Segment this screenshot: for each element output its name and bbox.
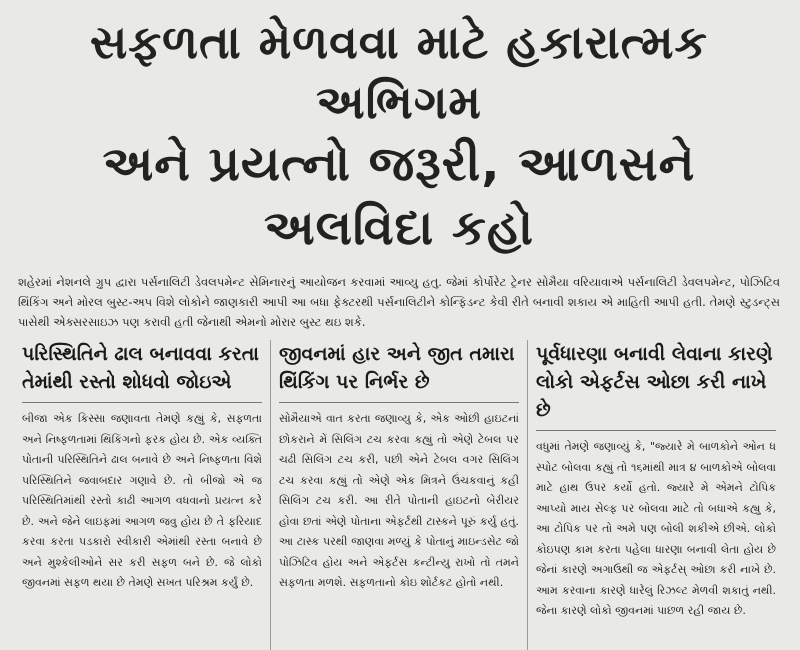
column-2 [270,340,527,650]
column-1-body: બીજા એક કિસ્સા જણાવતા તેમણે કહ્યું કે, સફળતા અને નિષ્ફળતામાં થિંકિંગનો ફરક હોય છે. એક વ્યક્તિ પોતાની પરિસ્થિતિને ઢાલ બનાવે છે અને નિષ્ફળતા વિશે પરિસ્થિતિને જવાબદાર ગણાવે છે. તો બીજો એ જ પરિસ્થિતિમાંથી રસ્તો કાઢી આગળ વધવાનો પ્રયત્ન કરે છે. અને જેને લાઇફમાં આગળ જવુ હોય છે તે ફરિયાદ કરવા કરતા પડકારો સ્વીકારી એમાંથી રસ્તા બનાવે છે અને મુશ્કેલીઓને સર કરી સફળ બને છે. જે લોકો જીવનમાં સફળ થયા છે તેમણે સખત પરિશ્રમ કર્યું છે. [22,412,262,589]
article-columns [14,340,784,650]
column-1-heading: પરિસ્થિતિને ઢાલ બનાવવા કરતા તેમાંથી રસ્તો શોધવો જોઇએ [22,340,262,403]
column-2-body: સોમૈયાએ વાત કરતા જણાવ્યુ કે, એક ઓછી હાઇટનાં છોકરાને મેં સિલિંગ ટચ કરવા કહ્યું તો એણે ટેબલ પર ચઢી સિલિંગ ટચ કરી, પછી એને ટેબલ વગર સિલિંગ ટચ કરવા કહ્યું તો એણે એક મિત્રને ઉંચકવાનું કહી સિલિંગ ટચ કરી. આ રીતે પોતાની હાઇટનો બેરીયર હોવા છતાં એણે પોતાના એફર્ટથી ટાસ્કને પૂરું કર્યુ હતું. આ ટાસ્ક પરથી જાણવા મળ્યું કે પોતાનું માઇન્ડસેટ જો પોઝિટિવ હોય અને એફર્ટસ કન્ટીન્યુ રાખો તો તમને સફળતા મળશે. સફળતાનો કોઇ શોર્ટકટ હોતો નથી. [279,412,519,589]
column-1 [14,340,270,650]
intro-paragraph: શહેરમાં નેશનલે ગ્રુપ દ્વારા પર્સનાલિટી ડેવલપમેન્ટ સેમિનારનું આયોજન કરવામાં આવ્યુ હતુ. જેમાં કોર્પોરેટ ટ્રેનર સોમૈયા વરિયાવાએ પર્સનાલિટી ડેવલપમેન્ટ, પોઝિટિવ થિંકિંગ અને મોરલ બુસ્ટ-અપ વિશે લોકોને જાણકારી આપી આ બધા ફેક્ટરથી પર્સનાલિટીને કોન્ફિડન્ટ કેવી રીતે બનાવી શકાય એ માહિતી આપી હતી. તેમણે સ્ટુડન્ટ્સ પાસેથી એક્સરસાઇઝ પણ કરાવી હતી જેનાથી એમનો મોરાર બુસ્ટ થઇ શકે. [18,275,780,329]
headline-line-2: અને પ્રયત્નો જરૂરી, આળસને અલવિદા કહો [102,136,696,256]
column-2-heading: જીવનમાં હાર અને જીત તમારા થિંકિંગ પર નિર્ભર છે [279,340,519,403]
column-3-body: વધુમાં તેમણે જણાવ્યું કે, "જ્યારે મે બાળકોને ઓન ધ સ્પોટ બોલવા કહ્યું તો ૧૬માંથી માત્ર ૪ બાળકોએ બોલવા માટે હાથ ઉપર કર્યો હતો. જ્યારે મે એમને ટોપિક આપ્યો માય સેલ્ફ પર બોલવા માટે તો બધાએ કહ્યુ કે, આ ટોપિક પર તો અમે પણ બોલી શકીએ છીએ. લોકો કોઇપણ કામ કરતા પહેલા ધારણા બનાવી લેતા હોય છે જેનાં કારણે અગાઉથી જ એફર્ટસ્ ઓછા કરી નાખે છે. આમ કરવાના કારણે ધારેલું રિઝલ્ટ મેળવી શકાતું નથી. જેના કારણે લોકો જીવનમાં પાછળ રહી જાય છે. [536,440,776,617]
column-3 [527,340,784,650]
column-3-heading: પૂર્વધારણા બનાવી લેવાના કારણે લોકો એફર્ટસ ઓછા કરી નાખે છે [536,340,776,431]
headline [14,12,784,260]
headline-line-1: સફળતા મેળવવા માટે હકારાત્મક અભિગમ [90,15,708,129]
